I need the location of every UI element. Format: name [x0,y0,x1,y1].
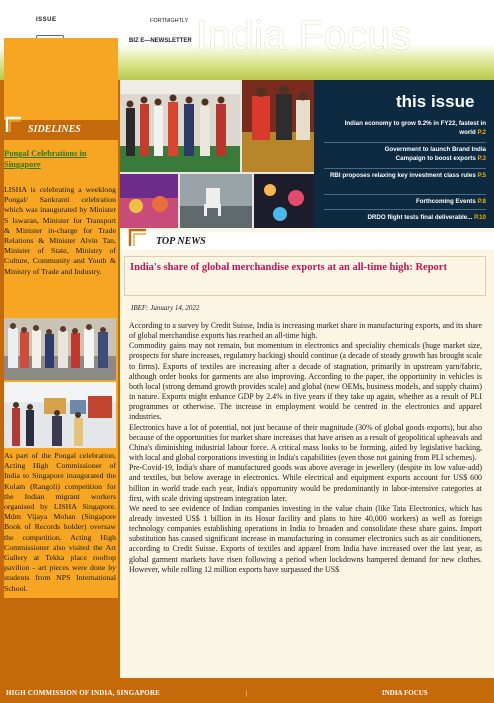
toc-divider [324,194,486,195]
toc-item[interactable] [356,146,486,163]
top-news-heading: TOP NEWS [156,236,206,247]
frequency-label: FORTNIGHTLY [150,18,189,24]
article-date: IBEF: January 14, 2022 [131,304,200,312]
footer-divider: | [246,689,248,697]
article-paragraph: Pre-Covid-19, India's share of manufactured goods was above average in jewellery (despite its low value-add) and textiles, but below average in electronics. While electrical and equipment exports account for US$ 600 billion in world trade each year, India's opportunity would be predominantly in labor-intensive categories at first, with scale driving upstream integration later. [129,463,482,503]
toc-item-page: P.5 [477,172,486,179]
article-paragraph: Commodity gains may not remain, but momentum in electronics and speciality chemicals (huge market size, prospects for share increases, regulatory backing) should continue (a decade of steady growth has brought scale to firms). Exports of textiles are increasing after a decade of stagnation, primarily in upstream yarn/fabric, although order books for garments are also improving. According to the paper, the opportunity in vehicles is both local (strong demand growth provides scale) and global (new OEMs, business models, and supply chains) in nature. Exports might enhance GDP by 2.4% in five years if they take up again, whether as a result of PLI programmes or otherwise. The increase in employment would be centred in the electronics and apparel industries. [129,341,482,422]
toc-item-text: DRDO flight tests final deliverable... [367,214,473,221]
newsletter-type: BIZ E—NEWSLETTER [129,38,192,44]
sidebar-story-title[interactable]: Pongal Celebrations in Singapore [4,148,87,169]
sidebar-paragraph-2: As part of the Pongal celebration, Acting High Commissioner of India to Singapore inaugurated the Kolam (Rangoli) competition for the Indian migrant workers organised by LISHA Singapore. Mdm Vijaya Mohan (Singapore Book of Records holder) oversaw the competition. Acting High Commissioner also visited the Art Gallery at Tekka place rooftop pavilion - art pieces were done by students from NPS International School. [4,451,116,593]
footer-publication: INDIA FOCUS [382,689,428,697]
this-issue-panel [314,80,494,228]
toc-item[interactable] [336,120,486,137]
toc-item-page: P.8 [477,198,486,205]
toc-item-text: Indian economy to grow 9.2% in FY22, fastest in world [344,120,486,136]
sidebar-heading: SIDELINES [28,124,81,135]
toc-item[interactable] [318,172,486,181]
issue-label: ISSUE [36,17,57,23]
footer-organisation: HIGH COMMISSION OF INDIA, SINGAPORE [6,689,160,697]
toc-item-text: RBI proposes relaxing key investment class rules [329,172,476,179]
toc-divider [324,209,486,210]
toc-item-text: Forthcoming Events [415,198,476,205]
toc-item-page: P.2 [477,128,486,136]
corner-bracket-icon [128,228,148,248]
art-gallery-photo [4,382,116,448]
sidebar-paragraph-1: LISHA is celebrating a weeklong Pongal/ Sankranti celebration which was inaugurated by Minister S Iswaran, Minister for Transport & Minister in-charge for Trade Relations & Minister Alvin Tan, Minister of State, Ministry of Culture, Community and Youth & Ministry of Trade and Industry. [4,185,116,276]
article-body [129,321,482,575]
pongal-photo-collage [120,80,314,228]
article-paragraph: Electronics have a lot of potential, not just because of their magnitude (30% of global goods exports), but also because of the opportunities for market share increases that have arisen as a result of geopolitical upheavals and China's diminishing industrial labour force. A critical mass looks to be forming, aided by legislative backing, with local and global corporations investing in India's capabilities (even those not gaining from PLI schemes). [129,422,482,463]
toc-divider [324,168,486,169]
toc-item-page: P.10 [474,214,486,221]
pongal-photo-group [4,318,116,380]
toc-item-text: Government to launch Brand India Campaign to boost exports [384,146,486,162]
article-paragraph: According to a survey by Credit Suisse, India is increasing market share in manufacturing exports, and its share of global merchandise exports has reached an all-time high. [129,321,482,341]
toc-item-page: P.3 [477,154,486,162]
newsletter-title: India Focus [196,12,412,58]
toc-divider [324,142,486,143]
this-issue-heading: this issue [396,92,475,111]
corner-bracket-icon [5,116,23,134]
article-title[interactable]: India's share of global merchandise exports at an all-time high: Report [130,262,447,273]
toc-item[interactable] [316,214,486,223]
article-paragraph: We need to see evidence of Indian companies investing in the value chain (like Tata Electronics, which has already invested US$ 1 billion in its Hosur facility and plans to hire 40,000 workers) as well as foreign technology companies establishing operations in India to broaden and consolidate these share gains. Import substitution has caused significant increase in manufacturing in consumer electronics such as air conditioners, according to Credit Suisse. Exports of textiles and apparel from India have increased over the last year, as global garment markets have risen following a period when lockdowns hampered demand for new clothes. However, while rolling 12 million exports have surpassed the US$ [129,503,482,574]
toc-item[interactable] [326,198,486,207]
